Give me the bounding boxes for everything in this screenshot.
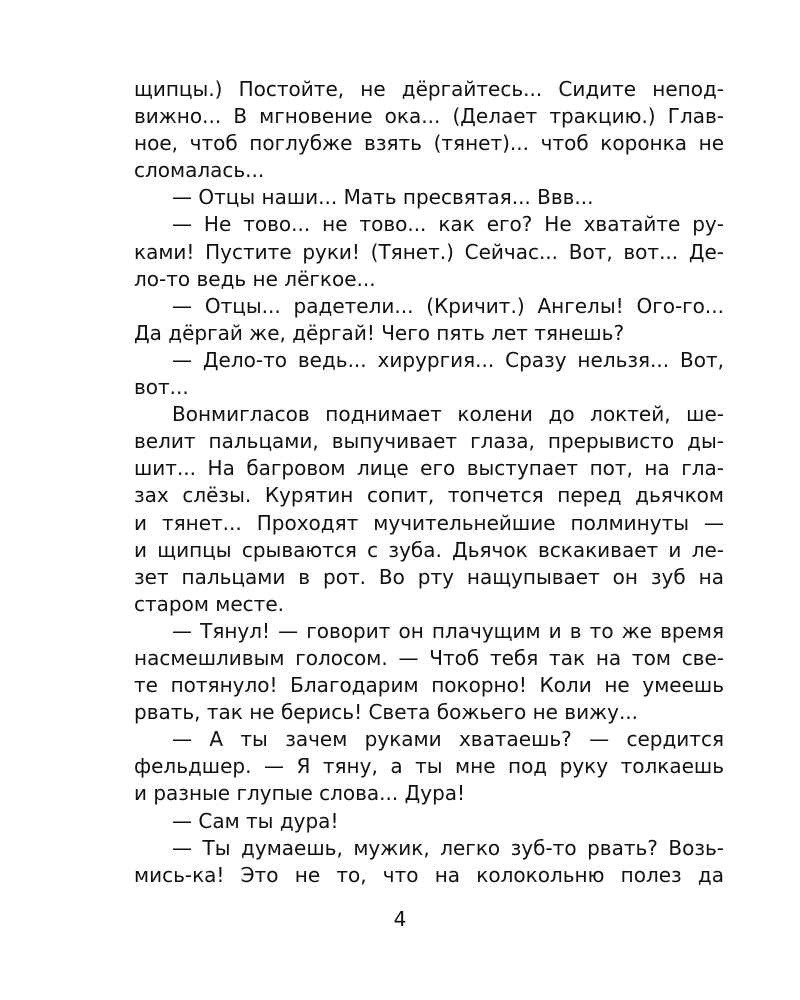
text-line: — Отцы наши... Мать пресвятая... Ввв... (172, 185, 594, 210)
text-line: велит пальцами, выпучивает глаза, прерывисто ды- (134, 429, 724, 454)
text-line: — А ты зачем руками хватаешь? — сердится (172, 727, 724, 752)
text-line: — Отцы... радетели... (Кричит.) Ангелы! Ого-го... (172, 293, 724, 318)
text-line: и разные глупые слова... Дура! (134, 781, 466, 806)
page-number: 4 (393, 907, 407, 931)
text-line: ное, чтоб поглубже взять (тянет)... чтоб коронка не (134, 131, 724, 156)
text-line: зах слёзы. Курятин сопит, топчется перед дьячком (134, 483, 724, 508)
text-line: Да дёргай же, дёргай! Чего пять лет тянешь? (134, 320, 625, 345)
text-line: — Дело-то ведь... хирургия... Сразу нельзя... Вот, (172, 347, 724, 372)
text-line: — Не тово... не тово... как его? Не хватайте ру- (172, 212, 724, 237)
text-line: зет пальцами в рот. Во рту нащупывает он зуб на (134, 564, 724, 589)
text-line: вот... (134, 375, 189, 400)
text-line: щипцы.) Постойте, не дёргайтесь... Сидите непод- (134, 77, 724, 101)
text-line: шит... На багровом лице его выступает пот, на гла- (134, 456, 724, 481)
text-line: сломалась... (134, 158, 265, 183)
text-line: те потянуло! Благодарим покорно! Коли не умеешь (134, 673, 724, 698)
text-line: — Тянул! — говорит он плачущим и в то же время (172, 618, 724, 643)
text-line: ло-то ведь не лёгкое... (134, 266, 376, 291)
text-line: старом месте. (134, 591, 284, 616)
text-line: — Ты думаешь, мужик, легко зуб-то рвать? Возь- (172, 835, 724, 860)
text-line: вижно... В мгновение ока... (Делает тракцию.) Глав- (134, 104, 724, 129)
text-line: рвать, так не берись! Света божьего не вижу... (134, 700, 639, 725)
text-line: Вонмигласов поднимает колени до локтей, ше- (172, 402, 724, 427)
text-line: мись-ка! Это не то, что на колокольню полез да (134, 862, 724, 887)
text-line: — Сам ты дура! (172, 808, 339, 833)
text-line: насмешливым голосом. — Чтоб тебя так на том све- (134, 645, 724, 670)
body-text (134, 76, 724, 889)
text-line: и щипцы срываются с зуба. Дьячок вскакивает и ле- (134, 537, 724, 562)
text-line: и тянет... Проходят мучительнейшие полминуты — (134, 510, 724, 535)
text-line: ками! Пустите руки! (Тянет.) Сейчас... Вот, вот... Де- (134, 239, 724, 264)
text-line: фельдшер. — Я тяну, а ты мне под руку толкаешь (134, 754, 724, 779)
